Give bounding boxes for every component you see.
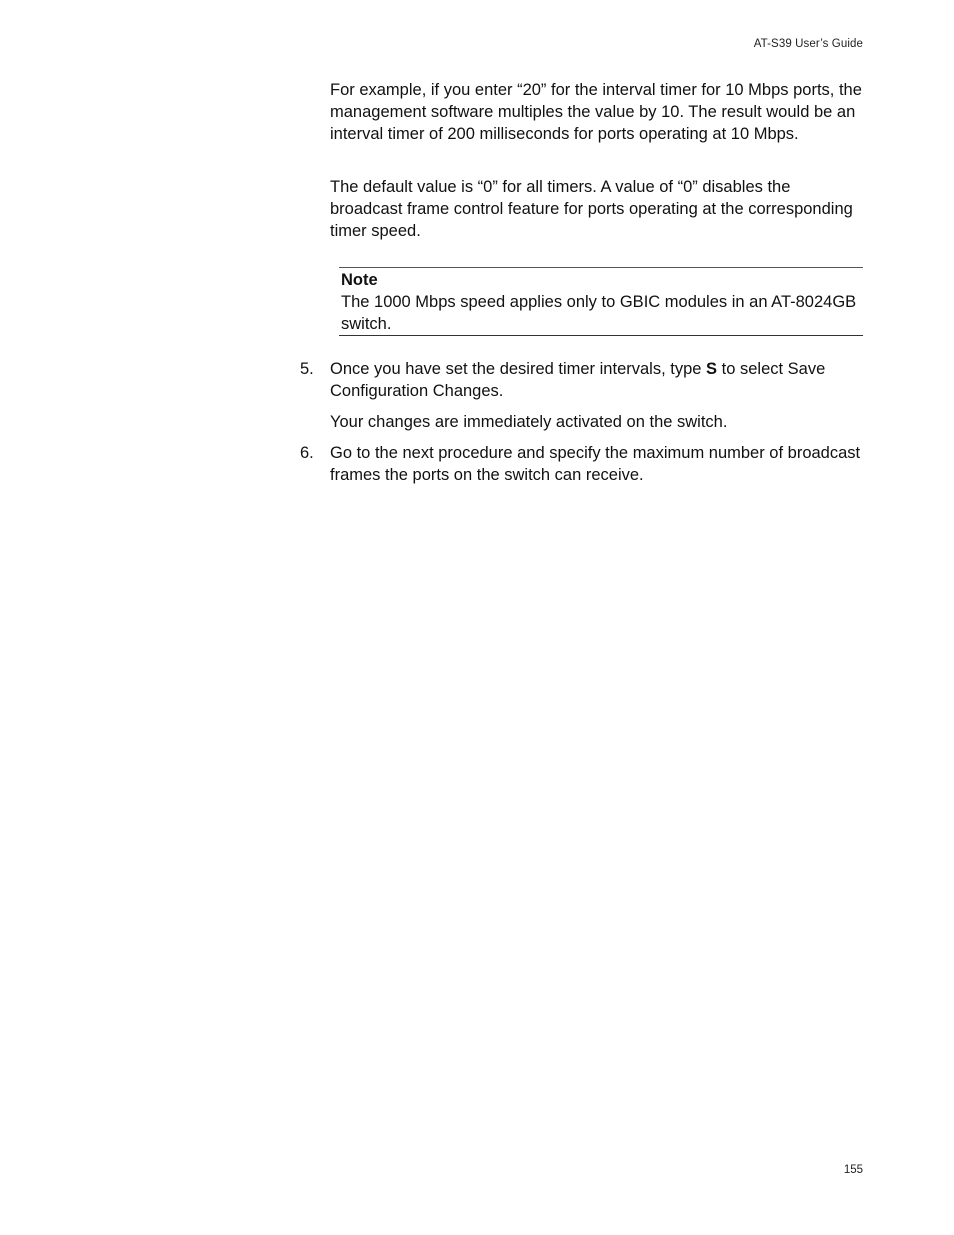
step-6-text: Go to the next procedure and specify the maximum number of broadcast frames the ports on the switch can receive.	[330, 444, 861, 484]
step-6-number: 6.	[300, 444, 314, 462]
step-5-text	[330, 358, 865, 402]
step-5-result-text: Your changes are immediately activated on the switch.	[330, 413, 728, 431]
note-box	[339, 267, 863, 336]
note-title: Note	[341, 271, 378, 289]
step-5-result	[300, 411, 865, 433]
default-value-paragraph-text: The default value is “0” for all timers. A value of “0” disables the broadcast frame control feature for ports operating at the corresponding timer speed.	[330, 178, 853, 240]
step-5-key: S	[706, 360, 718, 378]
example-paragraph-text: For example, if you enter “20” for the interval timer for 10 Mbps ports, the management software multiples the value by 10. The result would be an interval timer of 200 milliseconds for ports operating at 10 Mbps.	[330, 81, 862, 143]
page-number: 155	[843, 1164, 863, 1176]
step-5	[300, 358, 865, 402]
note-text: The 1000 Mbps speed applies only to GBIC modules in an AT-8024GB switch.	[341, 293, 857, 333]
step-6	[300, 442, 865, 486]
default-value-paragraph	[330, 176, 865, 242]
example-paragraph	[330, 79, 865, 145]
step-5-number: 5.	[300, 360, 314, 378]
running-header: AT-S39 User’s Guide	[753, 38, 863, 50]
step-5-text-after: to select Save Configuration Changes.	[330, 360, 826, 400]
step-5-text-before: Once you have set the desired timer intervals, type	[330, 360, 707, 378]
